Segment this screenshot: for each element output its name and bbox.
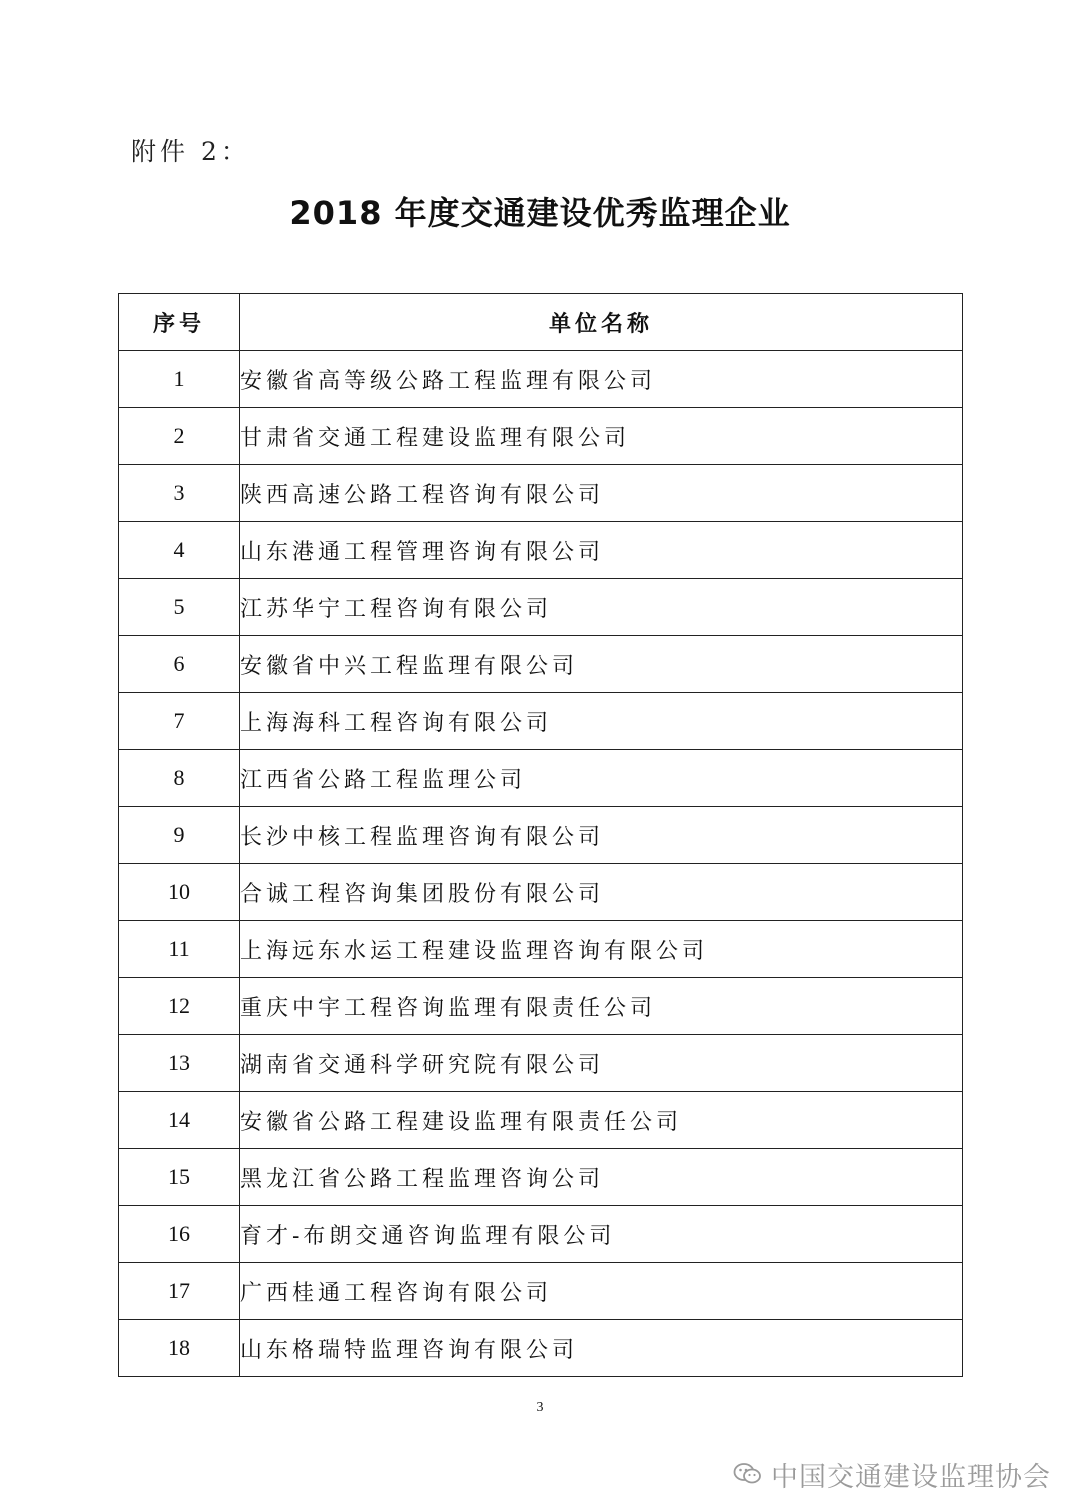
table-row: [119, 693, 963, 750]
serial-number-cell: 11: [119, 921, 240, 978]
serial-number-cell: 16: [119, 1206, 240, 1263]
serial-number-cell: 12: [119, 978, 240, 1035]
company-name-cell: 上海海科工程咨询有限公司: [240, 693, 963, 750]
company-name-cell: 湖南省交通科学研究院有限公司: [240, 1035, 963, 1092]
table-row: [119, 1263, 963, 1320]
serial-number-cell: 8: [119, 750, 240, 807]
company-name-cell: 上海远东水运工程建设监理咨询有限公司: [240, 921, 963, 978]
table-row: [119, 807, 963, 864]
table-row: [119, 351, 963, 408]
serial-number-cell: 9: [119, 807, 240, 864]
serial-number-cell: 14: [119, 1092, 240, 1149]
company-name-cell: 安徽省公路工程建设监理有限责任公司: [240, 1092, 963, 1149]
serial-number-cell: 18: [119, 1320, 240, 1377]
company-name-cell: 合诚工程咨询集团股份有限公司: [240, 864, 963, 921]
serial-number-cell: 17: [119, 1263, 240, 1320]
serial-number-cell: 7: [119, 693, 240, 750]
table-row: [119, 579, 963, 636]
table-header-row: [119, 294, 963, 351]
table-row: [119, 750, 963, 807]
serial-number-cell: 6: [119, 636, 240, 693]
serial-number-cell: 15: [119, 1149, 240, 1206]
table-row: [119, 864, 963, 921]
serial-number-cell: 13: [119, 1035, 240, 1092]
company-name-cell: 山东港通工程管理咨询有限公司: [240, 522, 963, 579]
company-name-cell: 陕西高速公路工程咨询有限公司: [240, 465, 963, 522]
company-name-cell: 甘肃省交通工程建设监理有限公司: [240, 408, 963, 465]
table-row: [119, 1320, 963, 1377]
serial-number-cell: 1: [119, 351, 240, 408]
watermark: [733, 1457, 1051, 1491]
serial-number-cell: 5: [119, 579, 240, 636]
table-row: [119, 636, 963, 693]
company-name-cell: 山东格瑞特监理咨询有限公司: [240, 1320, 963, 1377]
watermark-text: 中国交通建设监理协会: [771, 1461, 1051, 1493]
serial-number-cell: 10: [119, 864, 240, 921]
attachment-label: 附件 2：: [131, 137, 250, 166]
page-number: 3: [536, 1400, 544, 1415]
table-row: [119, 1149, 963, 1206]
table-body: [119, 351, 963, 1377]
serial-number-cell: 2: [119, 408, 240, 465]
table-row: [119, 978, 963, 1035]
table-row: [119, 1206, 963, 1263]
company-name-cell: 安徽省高等级公路工程监理有限公司: [240, 351, 963, 408]
header-company-name: 单位名称: [240, 294, 963, 351]
table-row: [119, 1092, 963, 1149]
company-name-cell: 长沙中核工程监理咨询有限公司: [240, 807, 963, 864]
wechat-icon: [733, 1461, 763, 1487]
company-table: [118, 293, 963, 1377]
header-serial-number: 序号: [119, 294, 240, 351]
table-row: [119, 408, 963, 465]
company-name-cell: 江西省公路工程监理公司: [240, 750, 963, 807]
serial-number-cell: 4: [119, 522, 240, 579]
table-row: [119, 1035, 963, 1092]
company-name-cell: 黑龙江省公路工程监理咨询公司: [240, 1149, 963, 1206]
company-name-cell: 江苏华宁工程咨询有限公司: [240, 579, 963, 636]
table-row: [119, 522, 963, 579]
company-name-cell: 广西桂通工程咨询有限公司: [240, 1263, 963, 1320]
company-name-cell: 安徽省中兴工程监理有限公司: [240, 636, 963, 693]
company-name-cell: 育才-布朗交通咨询监理有限公司: [240, 1206, 963, 1263]
company-name-cell: 重庆中宇工程咨询监理有限责任公司: [240, 978, 963, 1035]
document-title: 2018 年度交通建设优秀监理企业: [289, 194, 791, 232]
serial-number-cell: 3: [119, 465, 240, 522]
table-row: [119, 465, 963, 522]
table-row: [119, 921, 963, 978]
